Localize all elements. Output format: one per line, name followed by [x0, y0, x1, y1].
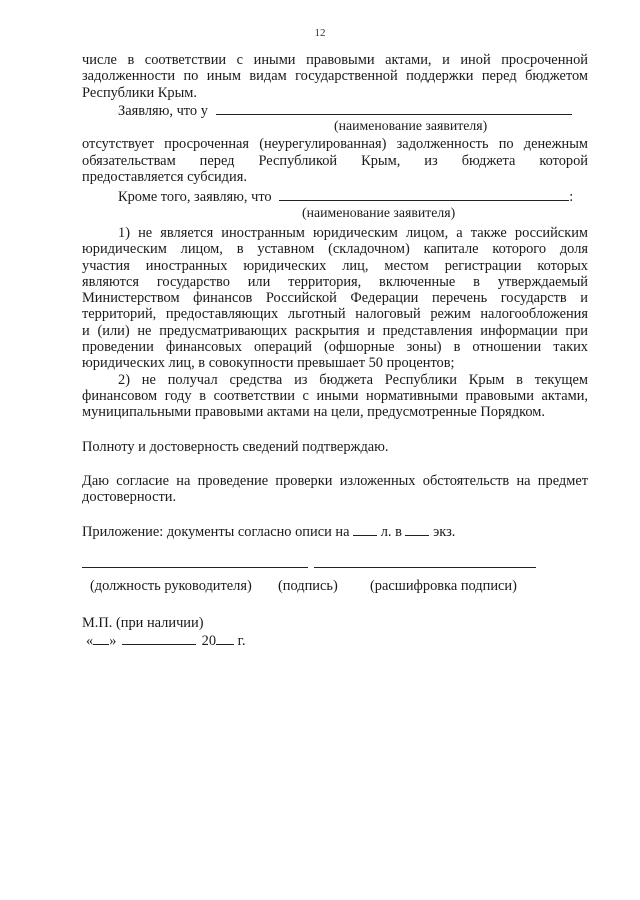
year-suffix: г. [237, 633, 246, 650]
text-line: территорий, предоставляющих льготный налоговый режим налогообложения [82, 306, 588, 323]
signature-lines [82, 555, 588, 575]
text-line: финансовом году в соответствии с иными нормативными правовыми актами, [82, 387, 588, 404]
text-line: Даю согласие на проведение проверки изложенных обстоятельств на предмет [82, 472, 588, 489]
year-field[interactable] [216, 632, 234, 645]
list-item [82, 372, 588, 421]
stamp-label: М.П. (при наличии) [82, 614, 204, 631]
paragraph-intro [82, 52, 588, 101]
caption-signature: (подпись) [278, 577, 338, 594]
position-field[interactable] [82, 567, 308, 568]
page-number: 12 [314, 27, 326, 39]
text-line: 2) не получал средства из бюджета Республики Крым в текущем [118, 371, 588, 388]
declaration-colon: : [569, 189, 574, 206]
declaration-prefix: Кроме того, заявляю, что [118, 189, 272, 206]
caption-name: (расшифровка подписи) [370, 577, 517, 594]
consent-statement [82, 473, 588, 506]
year-prefix: 20 [201, 633, 217, 650]
text-line: юридических лиц, в совокупности превышает 50 процентов; [82, 355, 455, 372]
text-line: предоставляется субсидия. [82, 169, 247, 186]
field-caption: (наименование заявителя) [334, 118, 488, 134]
day-field[interactable] [93, 632, 109, 645]
appendix-line [82, 523, 588, 540]
text-line: проведении финансовых операций (офшорные зоны) в отношении таких [82, 339, 588, 356]
text-line: муниципальными правовыми актами на цели, предусмотренные Порядком. [82, 404, 546, 421]
declaration-applicant [82, 102, 588, 119]
text-line: обязательствам перед Республикой Крым, из бюджета которой [82, 152, 588, 169]
text-line: числе в соответствии с иными правовыми актами, и иной просроченной [82, 52, 588, 68]
pages-count-field[interactable] [353, 523, 377, 536]
signature-captions [82, 578, 588, 598]
signature-field[interactable] [314, 567, 536, 568]
text-line: 1) не является иностранным юридическим лицом, а также российским [118, 224, 588, 241]
date-quote-close: » [109, 633, 117, 650]
text-line: являются государство или территория, включенные в утверждаемый [82, 273, 588, 290]
date-line [82, 632, 588, 649]
copies-count-field[interactable] [405, 523, 429, 536]
applicant-name-field[interactable] [216, 102, 572, 115]
text-line: юридическим лицом, в уставном (складочном) капитале которого доля [82, 241, 588, 258]
caption-position: (должность руководителя) [90, 577, 252, 594]
text-line: задолженности по иным видам государственной поддержки перед бюджетом [82, 68, 588, 85]
date-quote-open: « [86, 633, 94, 650]
text-line: отсутствует просроченная (неурегулированная) задолженность по денежным [82, 136, 588, 153]
appendix-prefix: Приложение: документы согласно описи на [82, 524, 350, 541]
text-line: Республики Крым. [82, 84, 197, 101]
declaration-additional [82, 188, 588, 205]
text-line: и (или) не предусматривающих раскрытия и представления информации при [82, 322, 588, 339]
appendix-mid: л. в [380, 524, 402, 541]
list-item [82, 225, 588, 372]
declaration-prefix: Заявляю, что у [118, 102, 208, 119]
document-body [82, 52, 588, 649]
field-caption: (наименование заявителя) [302, 204, 456, 220]
paragraph-debt [82, 136, 588, 185]
text-line: участия иностранных юридических лиц, местом регистрации которых [82, 257, 588, 274]
text-line: достоверности. [82, 489, 177, 506]
month-field[interactable] [122, 632, 196, 645]
confirmation-statement: Полноту и достоверность сведений подтверждаю. [82, 438, 389, 455]
applicant-name-field[interactable] [279, 188, 569, 201]
appendix-suffix: экз. [433, 524, 456, 541]
text-line: Министерством финансов Российской Федерации перечень государств и [82, 290, 588, 307]
